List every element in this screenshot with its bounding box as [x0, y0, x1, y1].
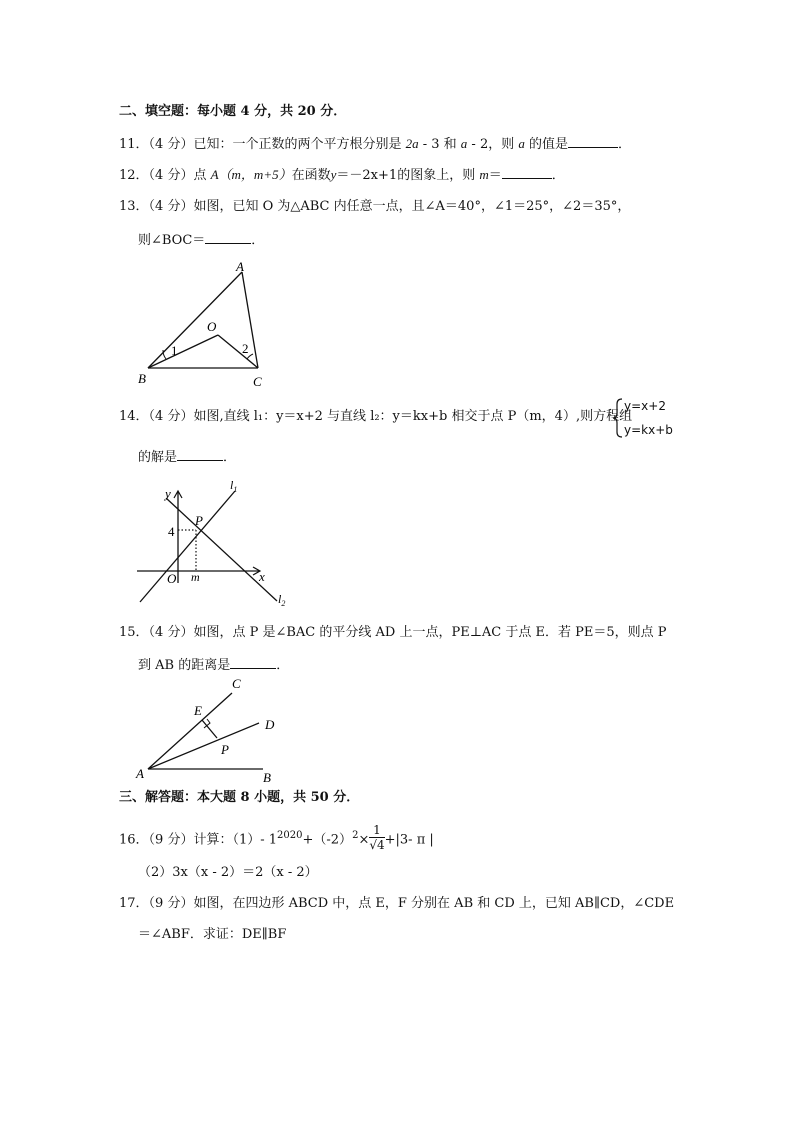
question-number: 11．	[119, 137, 149, 152]
question-score: （9 分）	[148, 832, 194, 848]
question-14-line1: 14．（4 分）如图,直线 l₁：y＝x+2 与直线 l₂：y＝kx+b 相交于点 P（m，4）,则方程组	[119, 409, 633, 424]
label-A: A	[236, 259, 244, 274]
label-B: B	[138, 371, 146, 386]
question-17-line2: ＝∠ABF．求证：DE∥BF	[138, 927, 287, 942]
question-13-line2: 则∠BOC＝ ．	[138, 233, 265, 248]
section-title-fill-in: 二、填空题：每小题 4 分，共 20 分．	[119, 104, 347, 119]
label-C: C	[232, 676, 241, 691]
label-y: y	[165, 486, 171, 501]
coordinate-figure	[132, 478, 297, 613]
label-O: O	[207, 319, 217, 334]
label-A: A	[136, 766, 144, 781]
equation-1: y=x+2	[624, 399, 666, 413]
question-score: （4 分）	[148, 137, 194, 152]
label-D: D	[265, 717, 275, 732]
question-15-line1: 15．（4 分）如图，点 P 是∠BAC 的平分线 AD 上一点，PE⊥AC 于点 E．若 PE＝5，则点 P	[119, 625, 667, 640]
question-15-line2: 到 AB 的距离是 ．	[138, 658, 290, 673]
question-score: （4 分）	[148, 168, 194, 183]
answer-blank[interactable]	[568, 135, 618, 148]
brace-icon	[613, 398, 623, 438]
triangle-figure	[130, 255, 280, 390]
fraction: $\frac{1}{√4}$	[369, 823, 385, 852]
section-title-answers: 三、解答题：本大题 8 小题，共 50 分．	[119, 790, 360, 805]
question-score: （4 分）	[148, 625, 194, 640]
label-B: B	[263, 770, 271, 785]
label-l2: $l_2$	[278, 592, 286, 608]
answer-blank[interactable]	[205, 231, 251, 244]
label-x: x	[259, 569, 265, 584]
question-number: 17．	[119, 896, 149, 911]
label-O: O	[167, 571, 177, 586]
question-number: 13．	[119, 199, 149, 214]
question-score: （4 分）	[148, 199, 194, 214]
question-13-line1: 13．（4 分）如图，已知 O 为△ABC 内任意一点，且∠A＝40°，∠1＝25°，∠2＝35°，	[119, 199, 631, 214]
answer-blank[interactable]	[230, 656, 276, 669]
question-16-part2: （2）3x（x - 2）＝2（x - 2）	[138, 865, 318, 880]
question-number: 12．	[119, 168, 149, 183]
label-l1: $l_1$	[230, 478, 238, 494]
bisector-figure	[132, 675, 292, 787]
question-14-line2: 的解是 ．	[138, 450, 237, 465]
label-angle-1: 1	[171, 343, 178, 358]
question-number: 15．	[119, 625, 149, 640]
question-11: 11．（4 分）已知：一个正数的两个平方根分别是 2a - 3 和 a - 2，则 a 的值是 ．	[119, 136, 632, 152]
answer-blank[interactable]	[502, 166, 552, 179]
label-angle-2: 2	[242, 341, 249, 356]
label-4: 4	[168, 524, 175, 539]
label-m: m	[191, 570, 200, 584]
question-number: 14．	[119, 409, 149, 424]
question-17-line1: 17．（9 分）如图，在四边形 ABCD 中，点 E，F 分别在 AB 和 CD 上，已知 AB∥CD，∠CDE	[119, 896, 675, 911]
question-score: （4 分）	[148, 409, 194, 424]
question-score: （9 分）	[148, 896, 194, 911]
answer-blank[interactable]	[177, 448, 223, 461]
label-P: P	[195, 513, 203, 528]
label-P: P	[221, 742, 229, 757]
label-E: E	[194, 703, 202, 718]
label-C: C	[253, 374, 262, 389]
question-12: 12．（4 分）点 A（m，m+5）在函数y＝－2x+1的图象上，则 m＝ ．	[119, 167, 565, 183]
equation-2: y=kx+b	[624, 423, 673, 437]
question-16-line1: 16．（9 分）计算：（1）- $1^{2020}+(-2)^2\times$ $\frac{1}{√4}$ +|3- π |	[119, 823, 434, 852]
question-number: 16．	[119, 832, 149, 848]
